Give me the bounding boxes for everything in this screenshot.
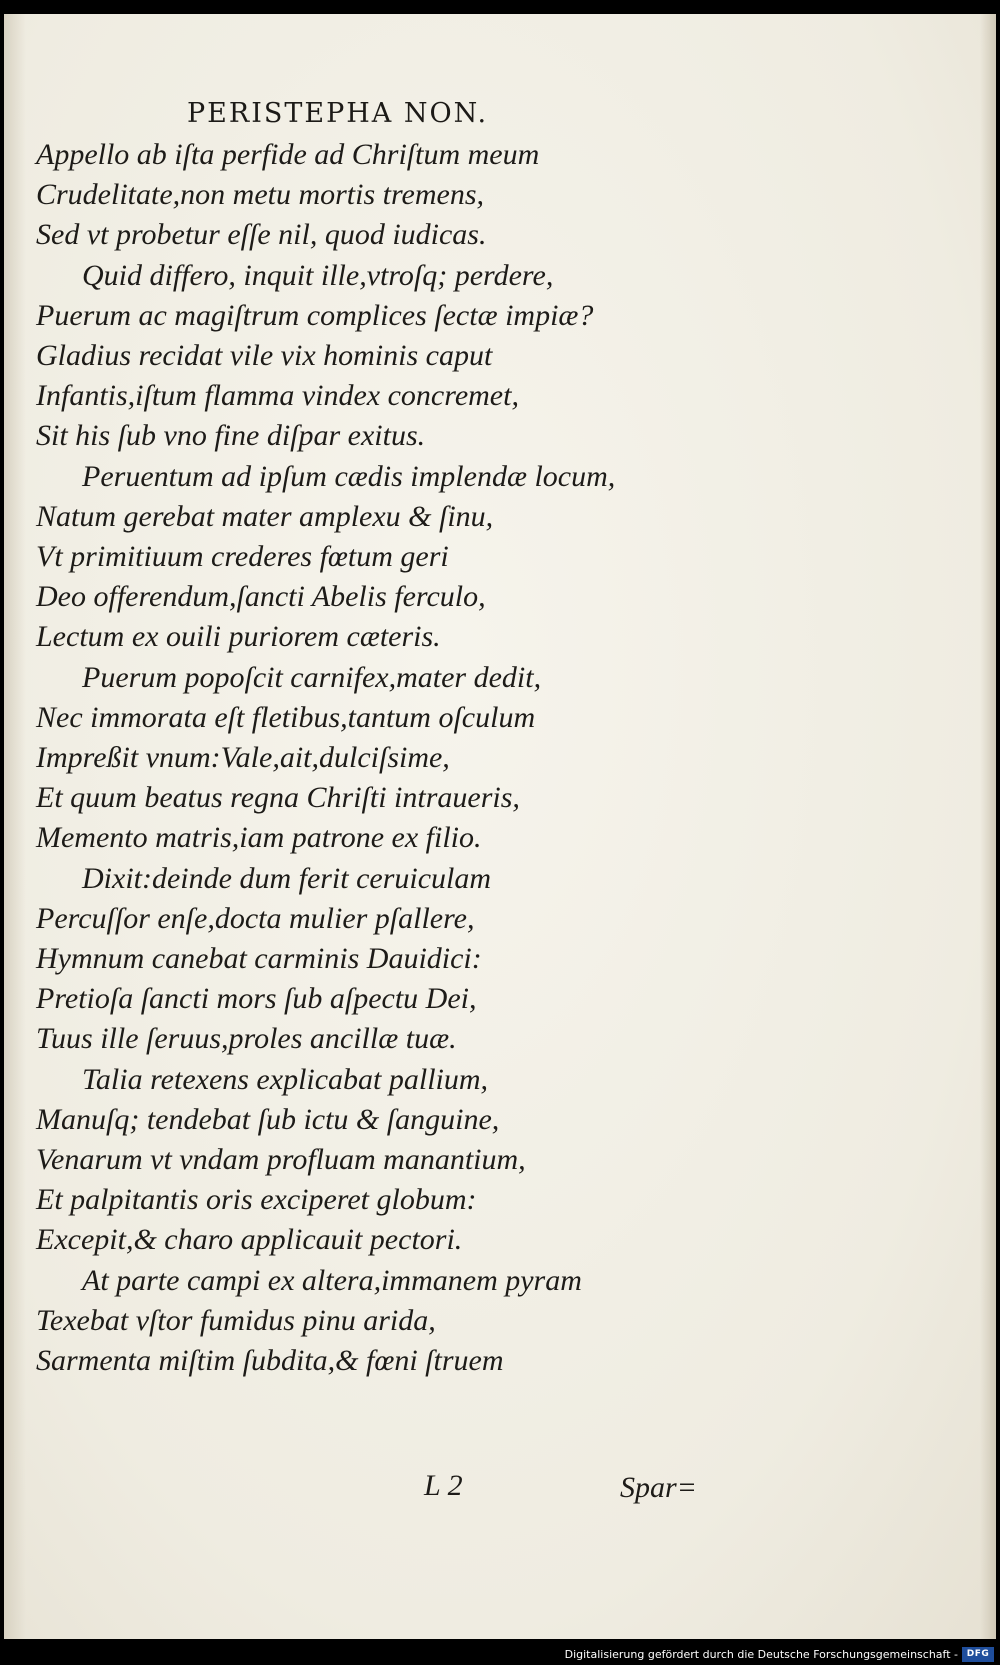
verse-line: Texebat vſtor fumidus pinu arida, (36, 1304, 436, 1337)
verse-line: Venarum vt vndam profluam manantium, (36, 1143, 526, 1176)
verse-line: Deo offerendum,ſancti Abelis ferculo, (36, 580, 486, 613)
verse-line: Nec immorata eſt fletibus,tantum oſculum (36, 701, 536, 734)
verse-line: Pretioſa ſancti mors ſub aſpectu Dei, (36, 982, 477, 1015)
verse-list (4, 14, 996, 1639)
digitization-credit: Digitalisierung gefördert durch die Deutsche Forschungsgemeinschaft - (564, 1648, 958, 1661)
verse-line: Puerum popoſcit carnifex,mater dedit, (82, 661, 542, 694)
verse-line: Excepit,& charo applicauit pectori. (36, 1223, 463, 1256)
verse-line: Appello ab iſta perfide ad Chriſtum meum (36, 138, 540, 171)
verse-line: Dixit:deinde dum ferit ceruiculam (82, 862, 492, 895)
verse-line: Sit his ſub vno fine diſpar exitus. (36, 419, 426, 452)
verse-line: Et quum beatus regna Chriſti intraueris, (36, 781, 520, 814)
verse-line: Sarmenta miſtim ſubdita,& fœni ſtruem (36, 1344, 504, 1377)
verse-line: Percuſſor enſe,docta mulier pſallere, (36, 902, 475, 935)
catchword: Spar= (620, 1471, 697, 1504)
verse-line: Lectum ex ouili puriorem cæteris. (36, 620, 441, 653)
verse-line: Memento matris,iam patrone ex filio. (36, 821, 482, 854)
signature-mark: L 2 (424, 1469, 463, 1502)
verse-line: Hymnum canebat carminis Dauidici: (36, 942, 482, 975)
verse-line: Sed vt probetur eſſe nil, quod iudicas. (36, 218, 487, 251)
verse-line: Tuus ille ſeruus,proles ancillæ tuæ. (36, 1022, 457, 1055)
scanned-page (4, 14, 996, 1639)
verse-line: At parte campi ex altera,immanem pyram (82, 1264, 582, 1297)
verse-line: Peruentum ad ipſum cædis implendæ locum, (82, 460, 616, 493)
verse-line: Natum gerebat mater amplexu & ſinu, (36, 500, 494, 533)
verse-line: Manuſq; tendebat ſub ictu & ſanguine, (36, 1103, 500, 1136)
verse-line: Gladius recidat vile vix hominis caput (36, 339, 493, 372)
verse-line: Crudelitate,non metu mortis tremens, (36, 178, 485, 211)
verse-line: Impreßit vnum:Vale,ait,dulciſsime, (36, 741, 450, 774)
verse-line: Quid differo, inquit ille,vtroſq; perdere, (82, 259, 554, 292)
verse-line: Puerum ac magiſtrum complices ſectæ impiæ? (36, 299, 594, 332)
running-head: PERISTEPHA NON. (187, 98, 489, 129)
verse-line: Infantis,iſtum flamma vindex concremet, (36, 379, 519, 412)
verse-line: Talia retexens explicabat pallium, (82, 1063, 489, 1096)
dfg-logo-icon: DFG (962, 1647, 994, 1662)
verse-line: Et palpitantis oris exciperet globum: (36, 1183, 477, 1216)
verse-line: Vt primitiuum crederes fœtum geri (36, 540, 449, 573)
